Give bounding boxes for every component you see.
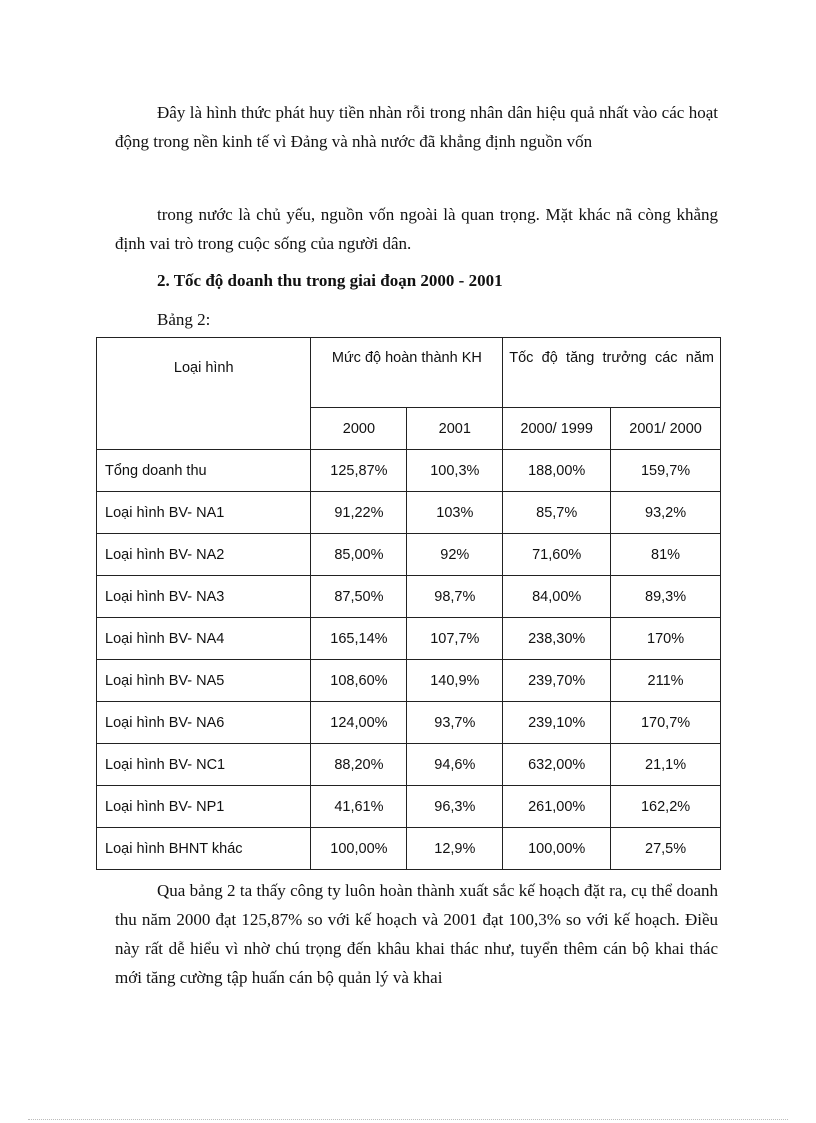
- row-label: Loại hình BV- NA3: [97, 576, 311, 618]
- row-value: 85,00%: [311, 534, 407, 576]
- header-type: Loại hình: [97, 338, 311, 450]
- page-footer-divider: [28, 1119, 788, 1120]
- row-value: 211%: [611, 660, 721, 702]
- table-row: [97, 492, 721, 534]
- row-value: 632,00%: [503, 744, 611, 786]
- row-value: 100,00%: [311, 828, 407, 870]
- row-value: 92%: [407, 534, 503, 576]
- table-header-row: [97, 338, 721, 408]
- row-label: Loại hình BHNT khác: [97, 828, 311, 870]
- subheader-2001-2000: 2001/ 2000: [611, 408, 721, 450]
- row-value: 108,60%: [311, 660, 407, 702]
- row-label: Loại hình BV- NP1: [97, 786, 311, 828]
- row-value: 91,22%: [311, 492, 407, 534]
- paragraph-continuation: trong nước là chủ yếu, nguồn vốn ngoài là quan trọng. Mặt khác nã còng khẳng định vai trò trong cuộc sống của người dân.: [115, 205, 718, 253]
- row-value: 188,00%: [503, 450, 611, 492]
- row-value: 238,30%: [503, 618, 611, 660]
- paragraph-intro: Đây là hình thức phát huy tiền nhàn rỗi trong nhân dân hiệu quả nhất vào các hoạt động trong nền kinh tế vì Đảng và nhà nước đã khẳng định nguồn vốn: [115, 103, 718, 151]
- subheader-2000-1999: 2000/ 1999: [503, 408, 611, 450]
- row-label: Loại hình BV- NC1: [97, 744, 311, 786]
- row-value: 93,2%: [611, 492, 721, 534]
- row-value: 84,00%: [503, 576, 611, 618]
- row-value: 71,60%: [503, 534, 611, 576]
- subheader-2000: 2000: [311, 408, 407, 450]
- row-value: 87,50%: [311, 576, 407, 618]
- row-label: Loại hình BV- NA6: [97, 702, 311, 744]
- row-value: 239,10%: [503, 702, 611, 744]
- row-value: 165,14%: [311, 618, 407, 660]
- row-value: 100,00%: [503, 828, 611, 870]
- revenue-table: [96, 337, 721, 870]
- table-row: [97, 450, 721, 492]
- row-value: 85,7%: [503, 492, 611, 534]
- header-growth-rate: Tốc độ tăng trưởng các năm: [503, 338, 721, 408]
- row-value: 107,7%: [407, 618, 503, 660]
- row-value: 170%: [611, 618, 721, 660]
- row-value: 140,9%: [407, 660, 503, 702]
- row-value: 41,61%: [311, 786, 407, 828]
- row-value: 89,3%: [611, 576, 721, 618]
- row-value: 27,5%: [611, 828, 721, 870]
- row-label: Loại hình BV- NA5: [97, 660, 311, 702]
- table-row: [97, 618, 721, 660]
- row-label: Loại hình BV- NA4: [97, 618, 311, 660]
- row-value: 170,7%: [611, 702, 721, 744]
- table-row: [97, 744, 721, 786]
- table-caption: Bảng 2:: [157, 310, 211, 329]
- row-value: 239,70%: [503, 660, 611, 702]
- row-value: 94,6%: [407, 744, 503, 786]
- table-row: [97, 828, 721, 870]
- row-value: 159,7%: [611, 450, 721, 492]
- row-value: 21,1%: [611, 744, 721, 786]
- table-row: [97, 576, 721, 618]
- row-value: 12,9%: [407, 828, 503, 870]
- paragraph-analysis: Qua bảng 2 ta thấy công ty luôn hoàn thành xuất sắc kế hoạch đặt ra, cụ thể doanh thu năm 2000 đạt 125,87% so với kế hoạch và 2001 đạt 100,3% so với kế hoạch. Điều này rất dễ hiểu vì nhờ chú trọng đến khâu khai thác như, tuyển thêm cán bộ khai thác mới tăng cường tập huấn cán bộ quản lý và khai: [115, 881, 718, 987]
- row-label: Loại hình BV- NA2: [97, 534, 311, 576]
- header-plan-completion: Mức độ hoàn thành KH: [311, 338, 503, 408]
- row-value: 93,7%: [407, 702, 503, 744]
- row-label: Loại hình BV- NA1: [97, 492, 311, 534]
- row-value: 261,00%: [503, 786, 611, 828]
- table-row: [97, 786, 721, 828]
- row-value: 96,3%: [407, 786, 503, 828]
- row-value: 98,7%: [407, 576, 503, 618]
- section-heading: 2. Tốc độ doanh thu trong giai đoạn 2000 - 2001: [157, 271, 503, 290]
- row-value: 81%: [611, 534, 721, 576]
- row-value: 125,87%: [311, 450, 407, 492]
- row-value: 162,2%: [611, 786, 721, 828]
- row-value: 103%: [407, 492, 503, 534]
- row-value: 88,20%: [311, 744, 407, 786]
- table-row: [97, 702, 721, 744]
- subheader-2001: 2001: [407, 408, 503, 450]
- table-row: [97, 660, 721, 702]
- table-row: [97, 534, 721, 576]
- row-value: 100,3%: [407, 450, 503, 492]
- row-label: Tổng doanh thu: [97, 450, 311, 492]
- row-value: 124,00%: [311, 702, 407, 744]
